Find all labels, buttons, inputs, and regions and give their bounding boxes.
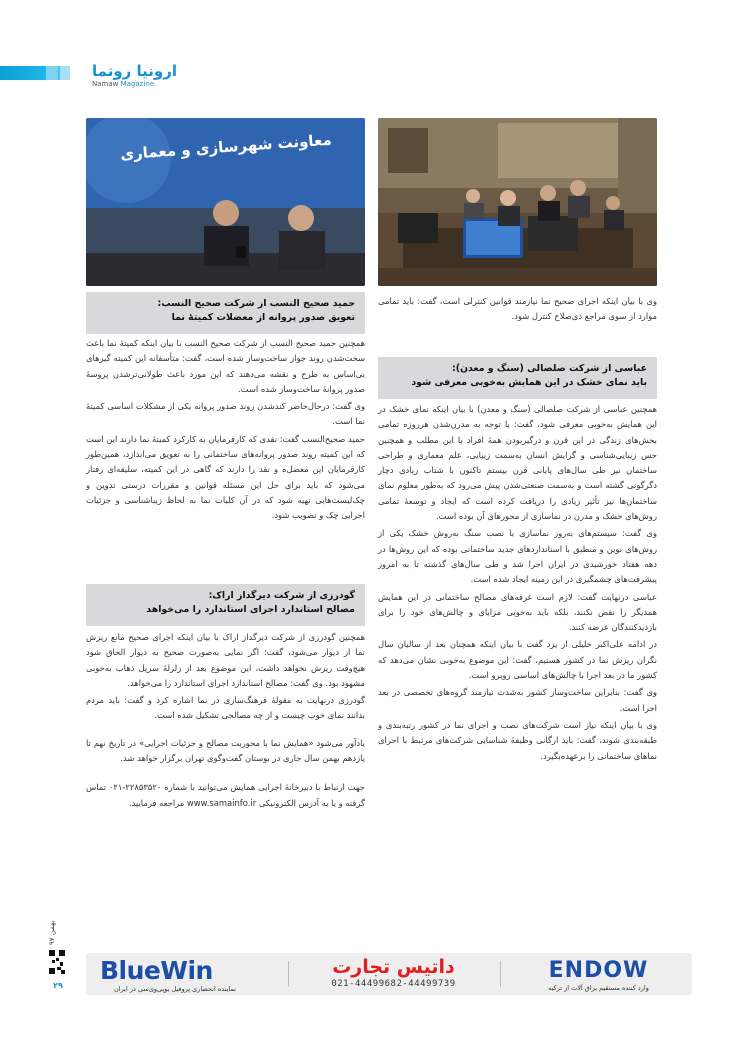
logo-sub-tag: Magazine	[120, 80, 155, 88]
right-column-body	[378, 402, 657, 764]
qr-code-icon	[49, 950, 65, 974]
endow-logo: ENDOW	[548, 958, 649, 983]
paragraph: جهت ارتباط با دبیرخانهٔ اجرایی همایش می‌توانید با شماره ۲۲۸۵۳۵۲۰-۰۲۱ تماس گرفته و یا به آدرس الکترونیکی www.samainfo.ir مراجعه فرمایید.	[86, 782, 365, 808]
paragraph: وی با بیان اینکه نیاز است شرکت‌های نصب و اجرای نما در کشور رتبه‌بندی و طبقه‌بندی شوند، گفت: باید ارگانی وظیفهٔ شناسایی شرکت‌های مرتبط با اجرای نماهای ساختمانی را برعهده‌بگیرد.	[378, 719, 657, 761]
section-heading-abbasi	[378, 357, 657, 399]
paragraph: گودرزی درنهایت به مقولهٔ فرهنگ‌سازی در نما اشاره کرد و گفت: باید مردم بدانند نمای خوب چیست و از چه مصالحی تشکیل شده است.	[86, 695, 365, 721]
advertisement-bar	[86, 953, 692, 995]
left-column-body-1	[86, 336, 365, 524]
logo-sub-en: Namaw	[92, 80, 119, 88]
bluewin-tagline: نماینده انحصاری پروفیل یو‌پی‌وی‌سی در ایران	[114, 985, 236, 993]
paragraph: وی گفت: درحال‌حاضر کندشدن روند صدور پروانه یکی از مشکلات اساسی کمیتهٔ نما است.	[86, 401, 365, 427]
paragraph: یادآور می‌شود «همایش نما با محوریت مصالح و جزئیات اجرایی» در تاریخ نهم تا یازدهم بهمن سال جاری در بوستان گفت‌وگوی تهران برگزار خواهد شد.	[86, 737, 365, 764]
ad-divider	[288, 961, 289, 987]
bluewin-logo: BlueWin	[100, 956, 213, 985]
heading-line: عباسی از شرکت صلصالی (سنگ و معدن):	[451, 363, 647, 374]
heading-line: مصالح استاندارد اجرای استاندارد را می‌خواهد	[146, 604, 355, 615]
paragraph: وی گفت: بنابراین ساخت‌وساز کشور به‌شدت نیازمند گروه‌های تخصصی در بعد اجرا است.	[378, 687, 657, 713]
logo-title: ارونیا روتما	[92, 62, 177, 80]
ad-endow[interactable]	[516, 958, 681, 1000]
paragraph: وی گفت: سیستم‌های به‌روز نماسازی با نصب سنگ به‌روش خشک یکی از روش‌های نوین و منطبق با استانداردهای جدید ساختمانی بوده که این روش‌ها در دهه هفتاد خورشیدی در ایران اجرا شد و طی سال‌های گذشته تا به امروز پیشرفت‌های چشمگیری در این زمینه ایجاد شده است.	[378, 528, 657, 585]
paragraph: عباسی درنهایت گفت: لازم است غرفه‌های مصالح ساختمانی در این همایش همدیگر را نقض نکنند، بلکه باید به‌خوبی مزایای و چالش‌های خود را برای بازدیدکنندگان عرضه کنند.	[378, 591, 657, 633]
paragraph: همچنین عباسی از شرکت صلصالی (سنگ و معدن) با بیان اینکه نمای خشک در این همایش به‌خوبی معرفی شود، گفت: با توجه به مدرن‌شدن هرروزه تمامی بخش‌های زندگی در این قرن و درگیربودن همهٔ افراد با این مطلب و همچنین حس زیبایی‌شناسی و گرایش انسان به‌سمت زیبایی، علم معماری و طراحی ساختمان نیز طی سال‌های پایانی قرن بیستم تاکنون با شتاب زیادی دچار دگرگونی گشته است و به‌سمت صنعتی‌شدن پیش می‌رود که به‌طور معلوم نمای ساختمان‌ها نیز تأثیر زیادی را دریافت کرده است که ایجاد و توسعهٔ تمامی روش‌های خشک و مدرن در نماسازی از محورهای آن بوده است.	[378, 404, 657, 522]
magazine-logo	[92, 62, 182, 88]
paragraph: حمید صحیح‌النسب گفت: نقدی که کارفرمایان به کارکرد کمیتهٔ نما دارند این است که این کمیته روند صدور پروانه‌های ساختمانی را به تعویق می‌اندازد، همین‌طور کارفرمایان این معضل‌ه و نقد را دارند که گاهی در این کمیته، سلیقه‌ای رفتار می‌شود که باید برای حل این مسئله قوانین و مقررات درستی تدوین و چک‌لیست‌هایی تهیه شود که در آن کلیات نما به لحاظ زیباشناسی و جزئیات اجرایی چک و تصویب شود.	[86, 433, 365, 521]
heading-line: تعویق صدور پروانه از معضلات کمیتهٔ نما	[171, 312, 355, 323]
heading-line: حمید صحیح النسب از شرکت صحیح النسب:	[157, 298, 355, 309]
page-number: ۲۹	[53, 981, 63, 990]
paragraph: همچنین حمید صحیح النسب از شرکت صحیح النسب با بیان اینکه کمیتهٔ نما باعث سخت‌شدن روند جواز ساخت‌وساز شده است، گفت: متأسفانه این کمیته گیرهای بی‌اساس به طرح و نقشه می‌دهند که این مورد باعث طولانی‌ترشدن پروسهٔ صدور پروانهٔ ساخت‌وساز شده است.	[86, 338, 365, 394]
logo-subtitle	[92, 80, 182, 88]
left-column-body-2	[86, 630, 365, 811]
issue-date-vertical: بهمن ۹۷	[48, 920, 56, 945]
datis-logo: داتیس تجارت	[332, 956, 455, 978]
endow-tagline: وارد کننده مستقیم یراق آلات از ترکیه	[548, 984, 649, 992]
photo-meeting-room	[378, 118, 657, 286]
heading-line: گودرزی از شرکت دیرگداز اراک:	[208, 590, 355, 601]
header-bar-square	[46, 66, 58, 80]
datis-phone: 021-44499682-44499739	[331, 979, 456, 989]
ad-datis-tejarat[interactable]	[301, 955, 486, 997]
photo-speakers-panel	[86, 118, 365, 286]
ad-bluewin[interactable]	[100, 957, 250, 999]
header-bar-square	[60, 66, 70, 80]
photo-banner-text: معاونت شهرسازی و معماری	[119, 130, 333, 164]
section-heading-sahih	[86, 292, 365, 334]
paragraph: در ادامه علی‌اکبر خلیلی از یزد گفت با بیان اینکه همچنان بعد از سالیان سال نگران ریزش نما در کشور هستیم، گفت: این موضوع به‌خوبی نشان می‌دهد که کشور ما در بعد اجرا با چالش‌های اساسی روبرو است.	[378, 639, 657, 681]
ad-divider	[500, 961, 501, 987]
section-heading-goudarzi	[86, 584, 365, 626]
heading-line: باید نمای خشک در این همایش به‌خوبی معرفی شود	[411, 377, 647, 388]
paragraph: همچنین گودرزی از شرکت دیرگداز اراک با بیان اینکه اجرای صحیح مانع ریزش نما از دیوار می‌شود، گفت: اگر نمایی به‌صورت صحیح به دیوار الحاق شود هیچ‌وقت ریزش نخواهد داشت، این موضوع بعد از زلزلهٔ سرپل ذهاب به‌خوبی مشهود بود. وی گفت: مصالح استاندارد اجرای استاندارد را می‌خواهد.	[86, 632, 365, 688]
paragraph: وی با بیان اینکه اجرای صحیح نما نیازمند قوانین کنترلی است، گفت: باید تمامی موارد از سوی مراجع ذی‌صلاح کنترل شود.	[378, 296, 657, 322]
right-column-intro	[378, 294, 657, 325]
header-color-bar	[0, 66, 70, 80]
